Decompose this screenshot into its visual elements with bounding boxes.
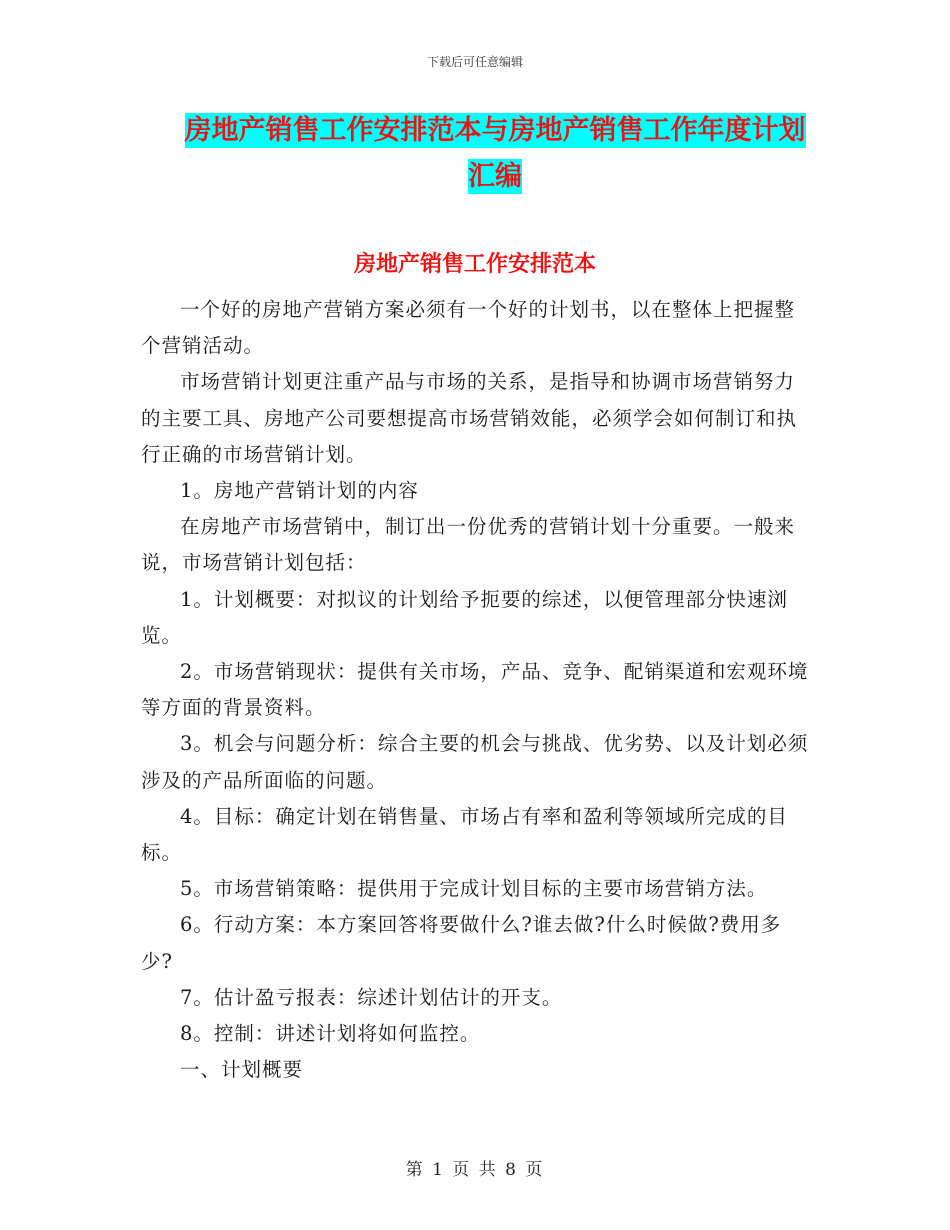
paragraph: 5。市场营销策略：提供用于完成计划目标的主要市场营销方法。 [180,877,768,901]
paragraph: 8。控制：讲述计划将如何监控。 [180,1022,481,1046]
paragraph: 4。目标：确定计划在销售量、市场占有率和盈利等领域所完成的目标。 [141,804,788,865]
document-title [150,108,840,200]
header-note: 下载后可任意编辑 [426,55,523,69]
paragraph: 1。计划概要：对拟议的计划给予扼要的综述，以便管理部分快速浏览。 [141,587,788,647]
paragraph: 7。估计盈亏报表：综述计划估计的开支。 [180,985,563,1009]
paragraph: 1。房地产营销计划的内容 [180,479,419,503]
document-body [141,292,809,1088]
paragraph: 在房地产市场营销中，制订出一份优秀的营销计划十分重要。一般来说，市场营销计划包括： [141,515,796,575]
paragraph: 一、计划概要 [180,1058,304,1082]
paragraph: 一个好的房地产营销方案必须有一个好的计划书，以在整体上把握整个营销活动。 [141,298,796,358]
title-line-1: 房地产销售工作安排范本与房地产销售工作年度计划 [184,115,806,146]
title-line-2: 汇编 [468,161,522,192]
paragraph: 2。市场营销现状：提供有关市场，产品、竞争、配销渠道和宏观环境等方面的背景资料。 [141,660,809,720]
paragraph: 6。行动方案：本方案回答将要做什么?谁去做?什么时候做?费用多少? [141,913,782,973]
paragraph: 3。机会与问题分析：综合主要的机会与挑战、优劣势、以及计划必须涉及的产品所面临的问题。 [141,732,809,792]
page-footer: 第 1 页 共 8 页 [405,1160,545,1180]
paragraph: 市场营销计划更注重产品与市场的关系，是指导和协调市场营销努力的主要工具、房地产公司要想提高市场营销效能，必须学会如何制订和执行正确的市场营销计划。 [141,370,798,466]
section-title: 房地产销售工作安排范本 [353,252,596,277]
